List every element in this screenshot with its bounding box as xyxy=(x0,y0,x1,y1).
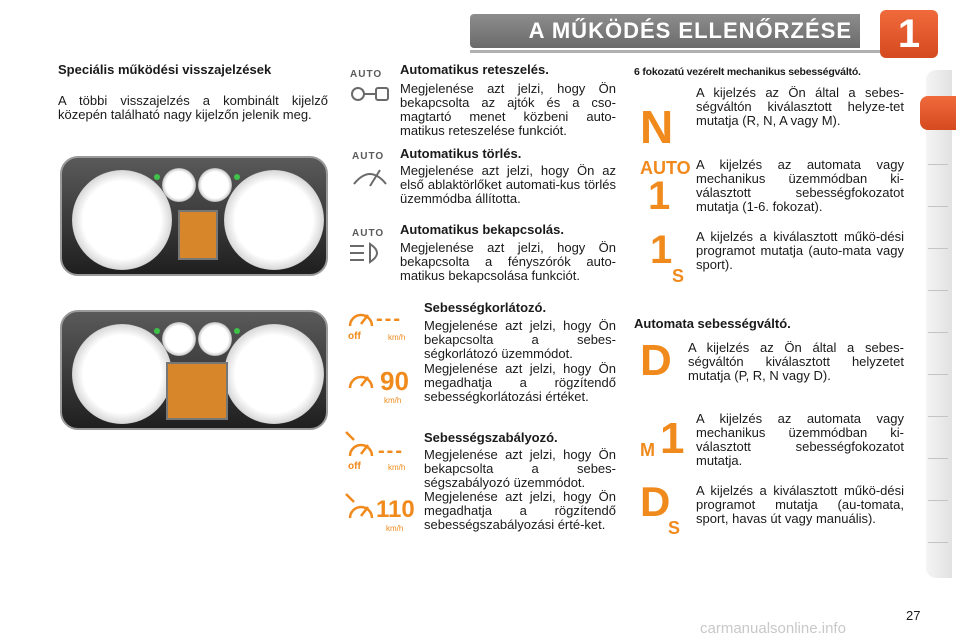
tachometer-dial xyxy=(72,170,172,270)
gear-d-glyph: D xyxy=(640,336,672,385)
cruise-off-label: off xyxy=(348,461,361,472)
fuel-gauge xyxy=(162,168,196,202)
tab-divider xyxy=(928,164,948,165)
fuel-gauge xyxy=(162,322,196,356)
auto-wipe-heading: Automatikus törlés. xyxy=(400,146,522,161)
tab-divider xyxy=(928,458,948,459)
auto-wipe-icon-label: AUTO xyxy=(352,151,385,162)
gear-d-glyph: D xyxy=(640,478,671,525)
chapter-badge: 1 xyxy=(880,10,938,58)
auto-lights-body: Megjelenése azt jelzi, hogy Ön bekapcsolta a fényszórók auto-matikus bekapcsolása funkciót. xyxy=(400,240,616,283)
cruise-heading: Sebességszabályozó. xyxy=(424,430,558,445)
auto-lights-icon-label: AUTO xyxy=(352,228,385,239)
tab-divider xyxy=(928,374,948,375)
chapter-tab-strip xyxy=(926,70,952,578)
auto-item-text: A kijelzés az automata vagy mechanikus üzemmódban ki-választott sebességfokozatot mutatja. xyxy=(696,411,904,468)
tab-divider xyxy=(928,500,948,501)
manual-gearbox-heading: 6 fokozatú vezérelt mechanikus sebességváltó. xyxy=(634,66,861,78)
tab-divider xyxy=(928,332,948,333)
tachometer-dial xyxy=(72,324,172,424)
indicator-light xyxy=(234,328,240,334)
wiper-icon xyxy=(350,164,390,190)
page-title: A MŰKÖDÉS ELLENŐRZÉSE xyxy=(528,18,852,43)
auto-item-text: A kijelzés a kiválasztott műkö-dési programot mutatja (au-tomata, sport, havas út vagy manuális). xyxy=(696,483,904,526)
speedometer-dial xyxy=(224,170,324,270)
speedometer-dial xyxy=(224,324,324,424)
chapter-tab-active[interactable] xyxy=(920,96,956,130)
auto-lock-body: Megjelenése azt jelzi, hogy Ön bekapcsolta az ajtók és a cso-magtartó menet közbeni auto-matikus reteszelése funkciót. xyxy=(400,81,616,138)
headlight-icon xyxy=(348,240,388,266)
gear-n-glyph: N xyxy=(640,101,674,153)
cruise-body-1: Megjelenése azt jelzi, hogy Ön bekapcsolta a sebes-ségszabályozó üzemmódot. xyxy=(424,447,616,490)
cruise-control-icon xyxy=(344,430,378,460)
instrument-cluster-image xyxy=(60,310,328,430)
speed-limiter-icon xyxy=(346,368,376,394)
auto-mode-glyph: AUTO xyxy=(640,158,691,178)
limiter-heading: Sebességkorlátozó. xyxy=(424,300,547,315)
central-display-large xyxy=(166,362,228,420)
manual-item-text: A kijelzés az Ön által a sebes-ségváltón kiválasztott helyze-tet mutatja (R, N, A vagy M). xyxy=(696,85,904,128)
limiter-body-1: Megjelenése azt jelzi, hogy Ön bekapcsolta a sebes-ségkorlátozó üzemmódot. xyxy=(424,318,616,361)
cruise-value-display: --- xyxy=(378,440,404,462)
auto-wipe-body: Megjelenése azt jelzi, hogy Ön az első ablaktörlőket automati-kus törlés üzemmódba állította. xyxy=(400,163,616,206)
speed-limiter-icon xyxy=(346,306,376,332)
temp-gauge xyxy=(198,322,232,356)
auto-gearbox-heading: Automata sebességváltó. xyxy=(634,316,791,331)
instrument-cluster-image xyxy=(60,156,328,276)
gear-1-glyph: 1 xyxy=(650,228,673,272)
cruise-control-icon xyxy=(344,492,378,522)
tab-divider xyxy=(928,290,948,291)
sport-mode-glyph: S xyxy=(672,266,685,286)
limiter-unit-label: km/h xyxy=(388,333,406,342)
limiter-set-value: 90 xyxy=(380,366,409,396)
key-lock-icon xyxy=(350,84,390,104)
gear-1-glyph: 1 xyxy=(648,174,671,218)
sport-mode-glyph: S xyxy=(668,518,681,538)
limiter-body-2: Megjelenése azt jelzi, hogy Ön megadhatja a rögzítendő sebességkorlátozási értéket. xyxy=(424,361,616,404)
tab-divider xyxy=(928,206,948,207)
manual-item-text: A kijelzés a kiválasztott műkö-dési programot mutatja (auto-mata vagy sport). xyxy=(696,229,904,272)
limiter-set-unit: km/h xyxy=(384,396,402,405)
manual-mode-glyph: M xyxy=(640,440,655,460)
central-display-small xyxy=(178,210,218,260)
limiter-off-label: off xyxy=(348,331,361,342)
cruise-body-2: Megjelenése azt jelzi, hogy Ön megadhatja a rögzítendő sebességszabályozási érté-ket. xyxy=(424,489,616,532)
tab-divider xyxy=(928,542,948,543)
cruise-unit-label: km/h xyxy=(388,463,406,472)
section-heading-special: Speciális működési visszajelzések xyxy=(58,62,272,77)
temp-gauge xyxy=(198,168,232,202)
indicator-light xyxy=(154,328,160,334)
cruise-set-value: 110 xyxy=(376,496,415,523)
header-divider xyxy=(470,50,880,53)
auto-item-text: A kijelzés az Ön által a sebes-ségváltón kiválasztott helyzetet mutatja (P, R, N vagy D). xyxy=(688,340,904,383)
section-body-special: A többi visszajelzés a kombinált kijelző közepén található nagy kijelzőn jelenik meg. xyxy=(58,93,328,122)
manual-item-text: A kijelzés az automata vagy mechanikus üzemmódban ki-választott sebességfokozatot mutatja (1-6. fokozat). xyxy=(696,157,904,214)
watermark: carmanualsonline.info xyxy=(700,620,846,637)
cruise-set-unit: km/h xyxy=(386,524,404,533)
page-number: 27 xyxy=(906,608,921,623)
auto-lock-icon-label: AUTO xyxy=(350,69,383,80)
tab-divider xyxy=(928,248,948,249)
indicator-light xyxy=(154,174,160,180)
tab-divider xyxy=(928,416,948,417)
auto-lights-heading: Automatikus bekapcsolás. xyxy=(400,222,564,237)
page-header xyxy=(0,0,960,56)
limiter-value-display: --- xyxy=(376,308,402,330)
gear-1-glyph: 1 xyxy=(660,414,685,463)
auto-lock-heading: Automatikus reteszelés. xyxy=(400,62,549,77)
indicator-light xyxy=(234,174,240,180)
